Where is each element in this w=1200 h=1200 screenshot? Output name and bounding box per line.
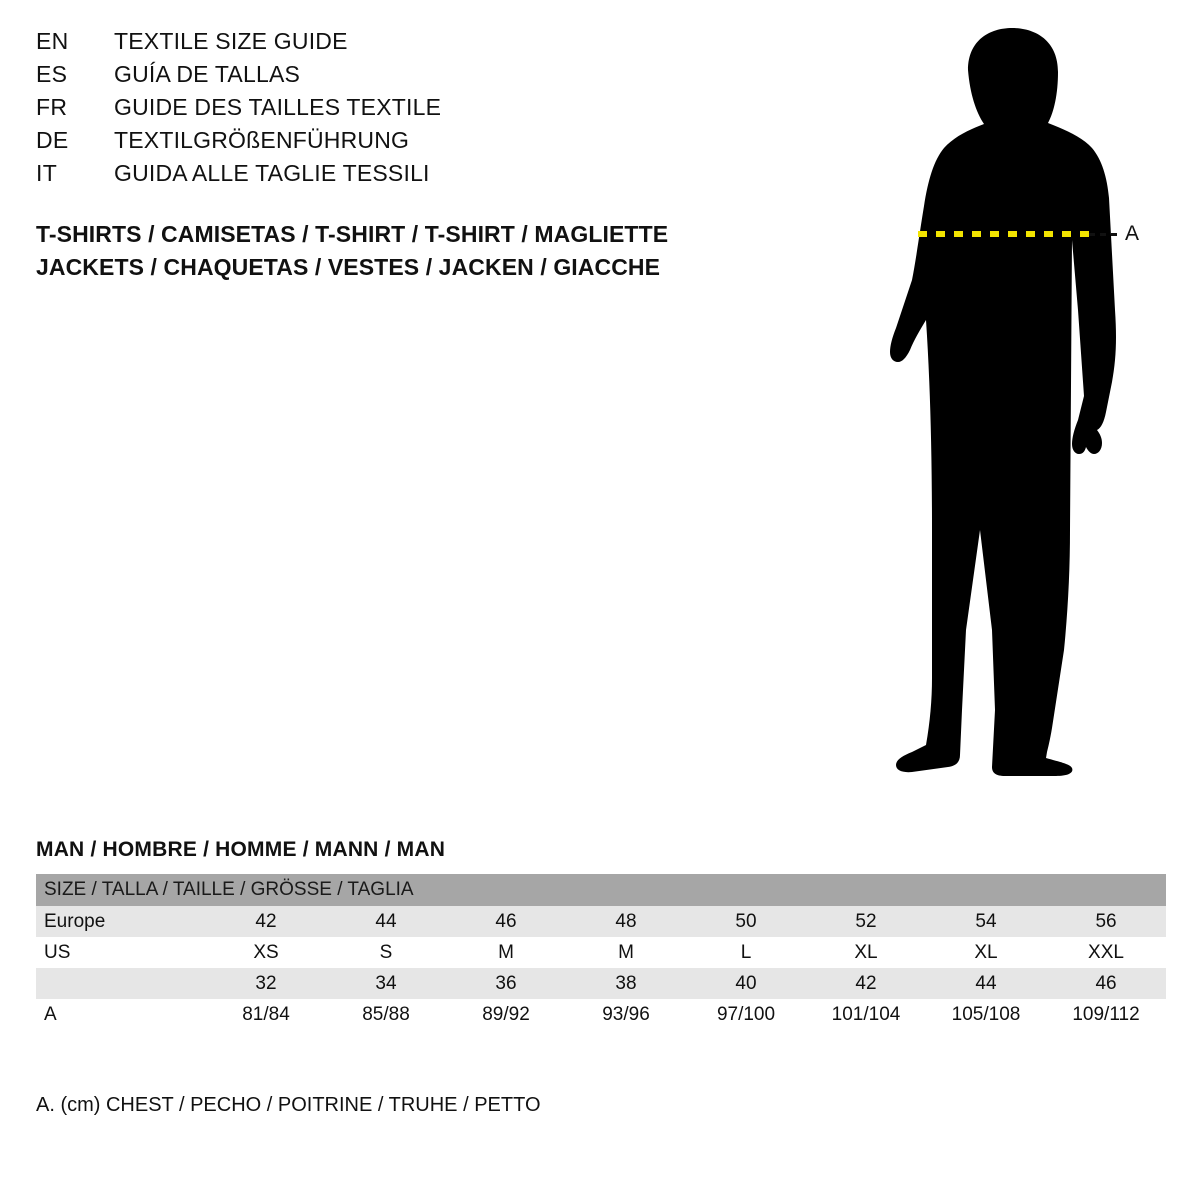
language-header-block [36,28,736,193]
cell: 89/92 [446,999,566,1030]
cell: 109/112 [1046,999,1166,1030]
category-block [36,218,796,284]
cell: XS [206,937,326,968]
cell: 97/100 [686,999,806,1030]
size-table [36,874,1166,1030]
cell: XL [806,937,926,968]
male-silhouette-figure [820,10,1200,800]
row-label-europe: Europe [36,906,206,937]
language-row-en [36,28,736,61]
table-section-title: MAN / HOMBRE / HOMME / MANN / MAN [36,838,446,861]
measure-leader-dashes [1089,233,1119,236]
size-table-section [36,838,1166,1030]
table-row [36,968,1166,999]
cell: S [326,937,446,968]
cell: 46 [1046,968,1166,999]
cell: 42 [206,906,326,937]
measure-label-a: A [1125,222,1140,245]
language-row-fr [36,94,736,127]
language-code-it: IT [36,160,58,186]
cell: 81/84 [206,999,326,1030]
table-header-row [36,874,1166,906]
cell: 46 [446,906,566,937]
cell: 34 [326,968,446,999]
language-row-it [36,160,736,193]
cell: 50 [686,906,806,937]
cell: L [686,937,806,968]
footnote-chest-measurement: A. (cm) CHEST / PECHO / POITRINE / TRUHE / PETTO [36,1094,541,1116]
row-label-us: US [36,937,206,968]
language-code-de: DE [36,127,69,153]
language-text-de: TEXTILGRÖßENFÜHRUNG [114,127,410,153]
cell: 36 [446,968,566,999]
cell: 42 [806,968,926,999]
language-code-es: ES [36,61,68,87]
cell: 105/108 [926,999,1046,1030]
cell: 52 [806,906,926,937]
cell: 44 [326,906,446,937]
row-label-blank [36,968,206,999]
cell: XL [926,937,1046,968]
cell: 85/88 [326,999,446,1030]
row-label-a: A [36,999,206,1030]
language-text-es: GUÍA DE TALLAS [114,61,301,87]
cell: M [566,937,686,968]
cell: 93/96 [566,999,686,1030]
cell: XXL [1046,937,1166,968]
silhouette-shape [890,28,1116,776]
cell: 48 [566,906,686,937]
category-tshirts: T-SHIRTS / CAMISETAS / T-SHIRT / T-SHIRT / MAGLIETTE [36,221,669,247]
cell: 101/104 [806,999,926,1030]
cell: 56 [1046,906,1166,937]
cell: 32 [206,968,326,999]
cell: 44 [926,968,1046,999]
table-row [36,999,1166,1030]
language-text-fr: GUIDE DES TAILLES TEXTILE [114,94,442,120]
language-code-en: EN [36,28,69,54]
table-row [36,937,1166,968]
cell: M [446,937,566,968]
cell: 40 [686,968,806,999]
table-header-label: SIZE / TALLA / TAILLE / GRÖSSE / TAGLIA [36,874,1166,906]
cell: 38 [566,968,686,999]
language-code-fr: FR [36,94,68,120]
language-text-en: TEXTILE SIZE GUIDE [114,28,348,54]
language-row-de [36,127,736,160]
language-text-it: GUIDA ALLE TAGLIE TESSILI [114,160,430,186]
table-row [36,906,1166,937]
language-row-es [36,61,736,94]
category-jackets: JACKETS / CHAQUETAS / VESTES / JACKEN / GIACCHE [36,254,661,280]
cell: 54 [926,906,1046,937]
